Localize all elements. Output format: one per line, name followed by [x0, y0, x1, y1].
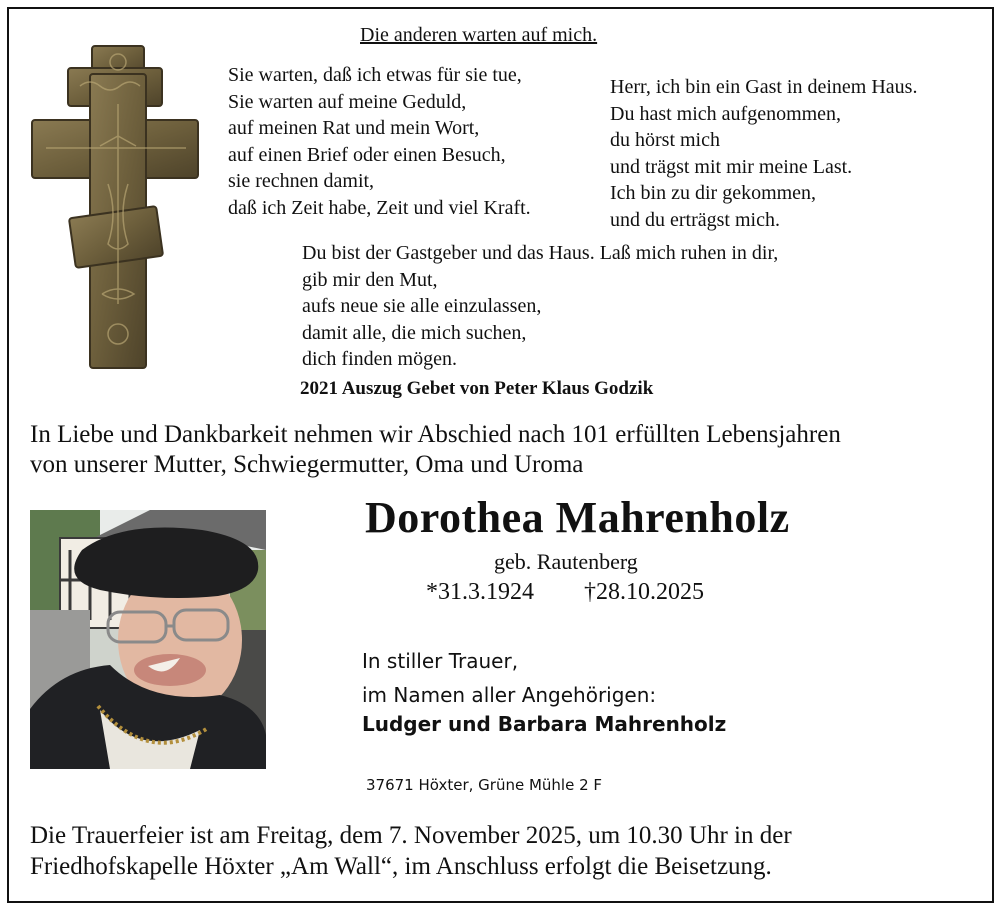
poem-line: Sie warten, daß ich etwas für sie tue, — [228, 64, 522, 86]
intro-line: In Liebe und Dankbarkeit nehmen wir Abschied nach 101 erfüllten Lebensjahren — [30, 421, 841, 448]
mourning-text — [362, 644, 656, 712]
poem-line: Sie warten auf meine Geduld, — [228, 90, 467, 113]
life-dates — [426, 579, 704, 606]
birth-date: *31.3.1924 — [426, 579, 534, 605]
mourner-address: 37671 Höxter, Grüne Mühle 2 F — [366, 776, 603, 794]
poem-line: gib mir den Mut, — [302, 268, 438, 291]
mourning-line: In stiller Trauer, — [362, 649, 519, 673]
funeral-line: Die Trauerfeier ist am Freitag, dem 7. November 2025, um 10.30 Uhr in der — [30, 822, 792, 849]
orthodox-cross-icon — [28, 44, 200, 370]
death-date: †28.10.2025 — [584, 579, 704, 605]
intro-line: von unserer Mutter, Schwiegermutter, Oma und Uroma — [30, 451, 584, 478]
poem-line: und trägst mit mir meine Last. — [610, 155, 853, 178]
poem-line: Herr, ich bin ein Gast in deinem Haus. — [610, 76, 918, 98]
poem-line: sie rechnen damit, — [228, 170, 375, 192]
poem-attribution: 2021 Auszug Gebet von Peter Klaus Godzik — [300, 378, 654, 399]
funeral-line: Friedhofskapelle Höxter „Am Wall“, im Anschluss erfolgt die Beisetzung. — [30, 853, 772, 880]
poem-line: Ich bin zu dir gekommen, — [610, 182, 817, 204]
poem-line: aufs neue sie alle einzulassen, — [302, 295, 542, 317]
poem-stanza-3 — [302, 240, 778, 373]
poem-line: du hörst mich — [610, 129, 720, 151]
portrait-photo — [30, 510, 266, 769]
poem-line: dich finden mögen. — [302, 348, 457, 370]
poem-line: Du hast mich aufgenommen, — [610, 102, 842, 125]
funeral-info — [30, 820, 792, 882]
poem-line: auf einen Brief oder einen Besuch, — [228, 143, 506, 166]
poem-line: auf meinen Rat und mein Wort, — [228, 117, 480, 139]
mourners-names: Ludger und Barbara Mahrenholz — [362, 712, 727, 736]
poem-stanza-1 — [228, 62, 531, 221]
poem-title: Die anderen warten auf mich. — [360, 24, 598, 46]
poem-line: Du bist der Gastgeber und das Haus. Laß mich ruhen in dir, — [302, 242, 779, 264]
birth-name: geb. Rautenberg — [494, 549, 638, 574]
poem-line: daß ich Zeit habe, Zeit und viel Kraft. — [228, 196, 531, 219]
poem-line: und du erträgst mich. — [610, 208, 780, 231]
mourning-line: im Namen aller Angehörigen: — [362, 683, 657, 707]
poem-stanza-2 — [610, 74, 917, 233]
intro-text — [30, 420, 841, 480]
poem-line: damit alle, die mich suchen, — [302, 321, 527, 344]
deceased-name: Dorothea Mahrenholz — [365, 493, 790, 542]
